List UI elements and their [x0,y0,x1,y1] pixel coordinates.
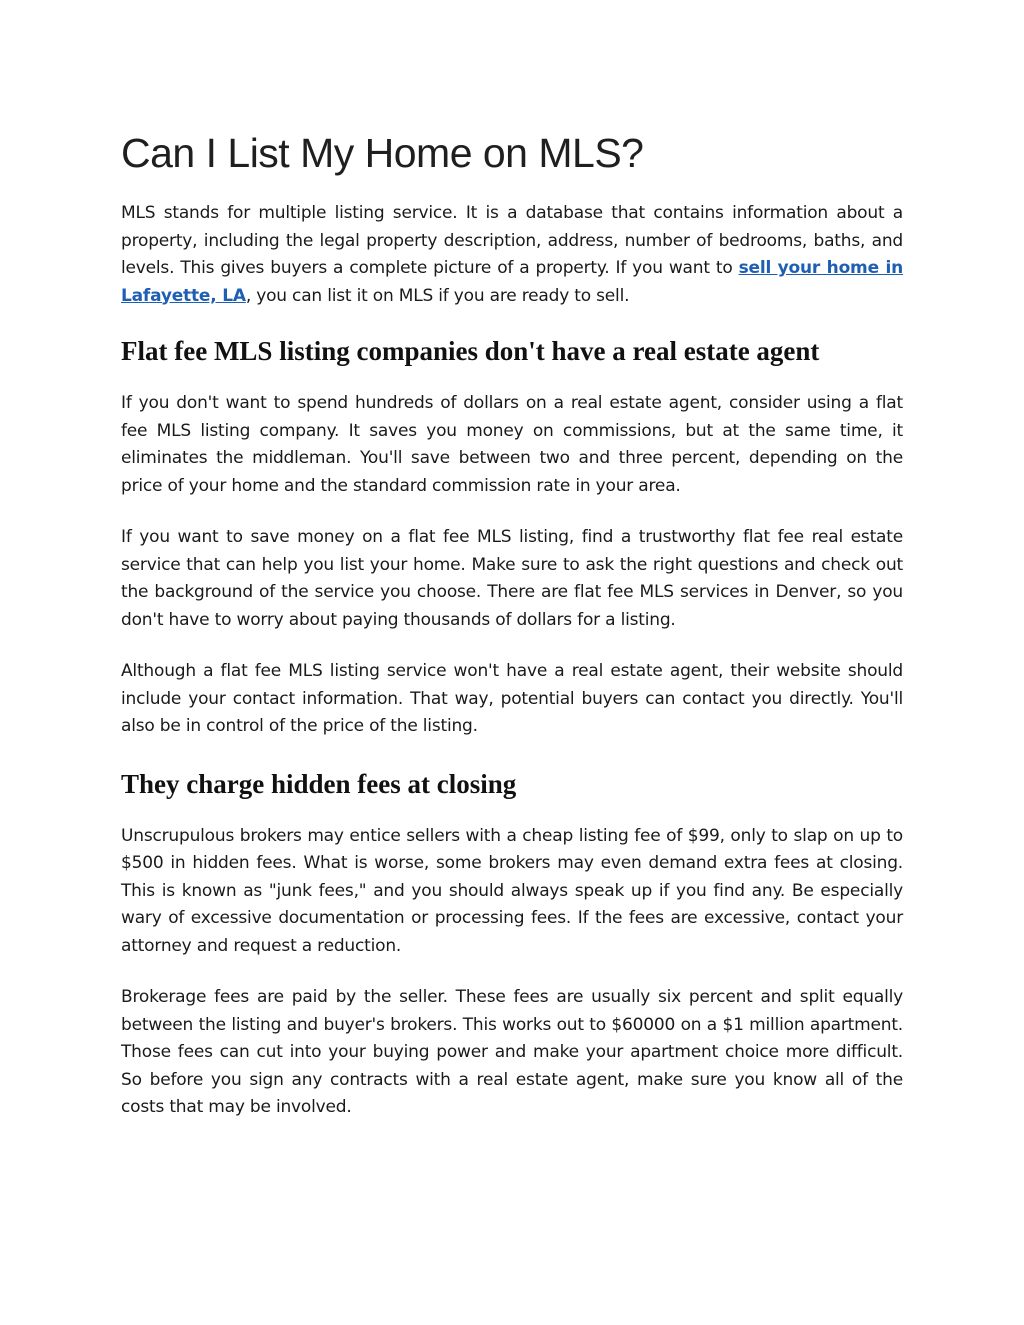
intro-paragraph [121,200,903,310]
intro-text-before-link: MLS stands for multiple listing service. It is a database that contains information about a property, including the legal property description, address, number of bedrooms, baths, and levels. This gives buyers a complete picture of a property. If you want to [121,203,903,278]
paragraph: Brokerage fees are paid by the seller. These fees are usually six percent and split equally between the listing and buyer's brokers. This works out to $60000 on a $1 million apartment. Those fees can cut into your buying power and make your apartment choice more difficult. So before you sign any contracts with a real estate agent, make sure you know all of the costs that may be involved. [121,987,903,1117]
document-page [121,0,903,1122]
intro-text-after-link: , you can list it on MLS if you are ready to sell. [245,285,630,306]
section-heading-hidden-fees: They charge hidden fees at closing [121,768,517,799]
section-heading-flat-fee: Flat fee MLS listing companies don't have a real estate agent [121,336,820,366]
page-title: Can I List My Home on MLS? [121,130,644,176]
paragraph: If you don't want to spend hundreds of dollars on a real estate agent, consider using a flat fee MLS listing company. It saves you money on commissions, but at the same time, it eliminates the middleman. You'll save between two and three percent, depending on the price of your home and the standard commission rate in your area. [121,393,903,496]
sell-home-lafayette-link[interactable]: sell your home in Lafayette, LA [121,258,903,306]
paragraph: Unscrupulous brokers may entice sellers with a cheap listing fee of $99, only to slap on up to $500 in hidden fees. What is worse, some brokers may even demand extra fees at closing. This is known as "junk fees," and you should always speak up if you find any. Be especially wary of excessive documentation or processing fees. If the fees are excessive, contact your attorney and request a reduction. [121,825,903,956]
paragraph: Although a flat fee MLS listing service won't have a real estate agent, their website should include your contact information. That way, potential buyers can contact you directly. You'll also be in control of the price of the listing. [121,661,903,736]
paragraph: If you want to save money on a flat fee MLS listing, find a trustworthy flat fee real estate service that can help you list your home. Make sure to ask the right questions and check out the background of the service you choose. There are flat fee MLS services in Denver, so you don't have to worry about paying thousands of dollars for a listing. [121,527,903,630]
